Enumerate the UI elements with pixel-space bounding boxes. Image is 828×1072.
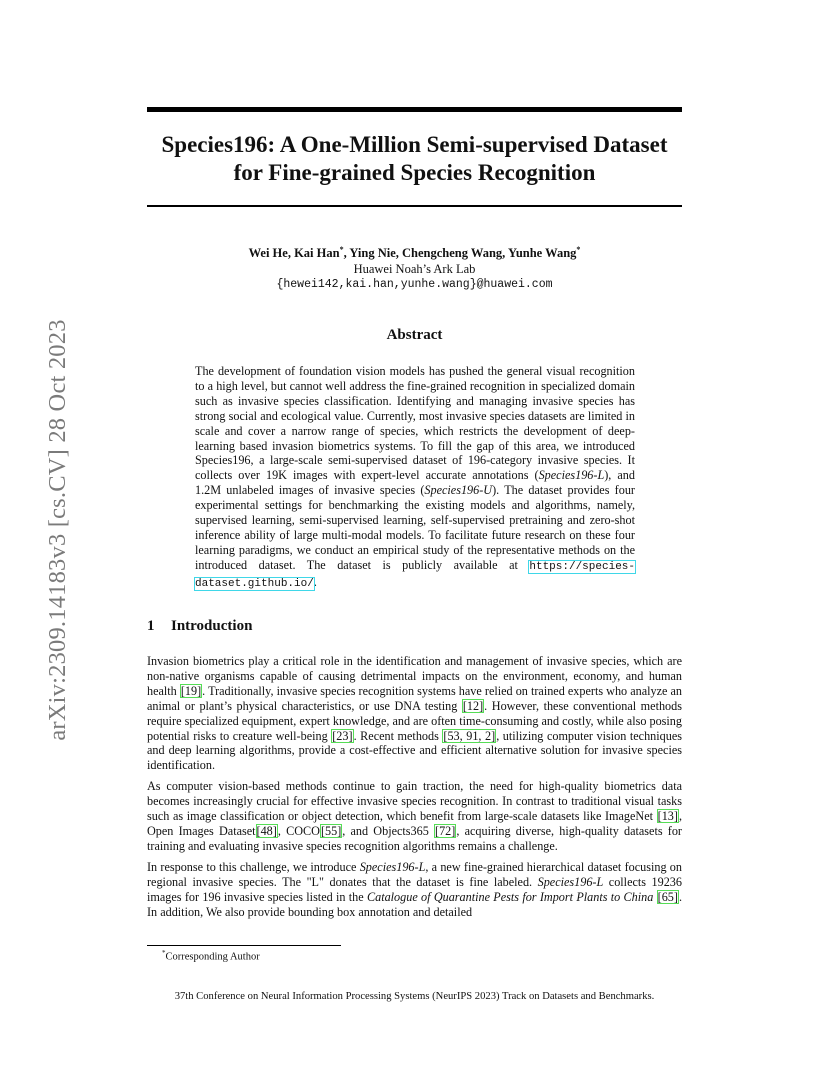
introduction-body: [147, 654, 682, 925]
p1-text-b: . Traditionally, invasive species recognition systems have relied on trained experts who analyze an animal or plant’s physical characteristics, or use DNA testing: [147, 683, 682, 713]
citation-link[interactable]: [55]: [320, 823, 342, 838]
p1-text-e: , utilizing computer vision techniques and deep learning algorithms, provide a cost-effective and efficient alternative solution for invasive species identification.: [147, 728, 682, 773]
author-names: [147, 242, 682, 262]
p1-text-a: Invasion biometrics play a critical role in the identification and management of invasive species, which are non-native organisms capable of causing detrimental impacts on the environment, economy, and human health: [147, 654, 682, 698]
section-title: Introduction: [171, 618, 253, 634]
citation-link[interactable]: [65]: [657, 889, 678, 904]
citation-link[interactable]: [19]: [180, 683, 202, 698]
p1-text-c: . However, these conventional methods require specialized equipment, expert knowledge, and are often time-consuming and costly, while also posing potential risks to creature well-being: [147, 698, 682, 743]
section-number: 1: [147, 618, 155, 634]
p2-text-d: , and Objects365: [342, 823, 435, 838]
section-heading: [147, 618, 252, 635]
p3-text-b: , a new fine-grained hierarchical dataset focusing on regional invasive species. The "L" donates that the dataset is fine labeled.: [147, 859, 682, 889]
conference-notice: 37th Conference on Neural Information Processing Systems (NeurIPS 2023) Track on Datasets and Benchmarks.: [174, 991, 655, 1002]
p3-text-a: In response to this challenge, we introduce: [147, 859, 360, 874]
title-line-1: Species196: A One-Million Semi-supervised Dataset: [161, 132, 668, 157]
p2-text-b: , Open Images Dataset: [147, 809, 682, 838]
p1-text-d: . Recent methods: [353, 728, 443, 743]
dataset-url-link[interactable]: https://species-dataset.github.io/: [195, 560, 635, 590]
p2-text-a: As computer vision-based methods continue to gain traction, the need for high-quality biometrics data becomes increasingly crucial for effective invasive species recognition. In contrast to traditional visual tasks such as image classification or object detection, which benefit from large-scale datasets like ImageNet: [147, 779, 682, 824]
corresponding-mark-2: *: [576, 245, 581, 254]
abstract-italic-2: Species196-U: [424, 483, 493, 498]
author-block: [147, 242, 682, 293]
affiliation: Huawei Noah’s Ark Lab: [353, 261, 476, 276]
citation-link[interactable]: [13]: [657, 809, 678, 824]
paragraph-3: [147, 860, 682, 920]
abstract-text-2: ), and 1.2M unlabeled images of invasive species (: [195, 468, 635, 498]
author-names-b: , Ying Nie, Chengcheng Wang, Yunhe Wang: [343, 246, 577, 261]
p3-text-e: . In addition, We also provide bounding box annotation and detailed: [147, 889, 682, 919]
arxiv-identifier: arXiv:2309.14183v3 [cs.CV] 28 Oct 2023: [44, 319, 71, 741]
abstract-italic-1: Species196-L: [538, 468, 605, 483]
title-line-2: for Fine-grained Species Recognition: [233, 160, 596, 185]
citation-link[interactable]: [48]: [256, 823, 277, 838]
paragraph-1: [147, 654, 682, 773]
p3-italic-3: Catalogue of Quarantine Pests for Import Plants to China: [366, 889, 654, 904]
footnote-text: Corresponding Author: [165, 951, 260, 963]
abstract-end: .: [313, 574, 317, 589]
footnote-rule: [147, 945, 341, 946]
corresponding-mark: *: [339, 245, 344, 254]
title-bottom-rule: [147, 205, 682, 207]
paragraph-2: [147, 779, 682, 854]
abstract-text-3: ). The dataset provides four experimental settings for benchmarking the existing models and algorithms, namely, supervised learning, semi-supervised learning, self-supervised pretraining and zero-shot inference ability of large multi-modal models. To facilitate future research on these four learning paradigms, we conduct an empirical study of the representative methods on the introduced dataset. The dataset is publicly available at: [195, 483, 635, 572]
citation-link[interactable]: [53, 91, 2]: [443, 728, 496, 743]
p3-italic-1: Species196-L: [359, 859, 426, 874]
citation-link[interactable]: [23]: [332, 728, 353, 743]
p2-text-c: , COCO: [277, 823, 320, 838]
abstract-text-1: The development of foundation vision models has pushed the general visual recognition to a high level, but cannot well address the fine-grained recognition in specialized domain such as invasive species classification. Identifying and managing invasive species has strong social and ecological value. Currently, most invasive species datasets are limited in scale and cover a narrow range of species, which restricts the development of deep-learning based invasion biometrics systems. To fill the gap of this area, we introduced Species196, a large-scale semi-supervised dataset of 196-category invasive species. It collects over 19K images with expert-level accurate annotations (: [195, 364, 635, 483]
p2-text-e: , acquiring diverse, high-quality datasets for training and evaluating invasive species recognition algorithms remains a challenge.: [147, 823, 682, 853]
p3-text-c: collects 19236 images for 196 invasive species listed in the: [147, 874, 682, 904]
title-top-rule: [147, 107, 682, 112]
citation-link[interactable]: [12]: [462, 698, 484, 713]
abstract-heading: Abstract: [386, 327, 443, 343]
p3-italic-2: Species196-L: [537, 874, 604, 889]
abstract-body: [195, 364, 635, 592]
paper-title: [147, 131, 682, 187]
footnote: [162, 949, 260, 963]
citation-link[interactable]: [72]: [435, 823, 456, 838]
author-names-a: Wei He, Kai Han: [248, 246, 340, 261]
author-emails: {hewei142,kai.han,yunhe.wang}@huawei.com: [276, 278, 553, 292]
footnote-mark: *: [162, 949, 166, 957]
